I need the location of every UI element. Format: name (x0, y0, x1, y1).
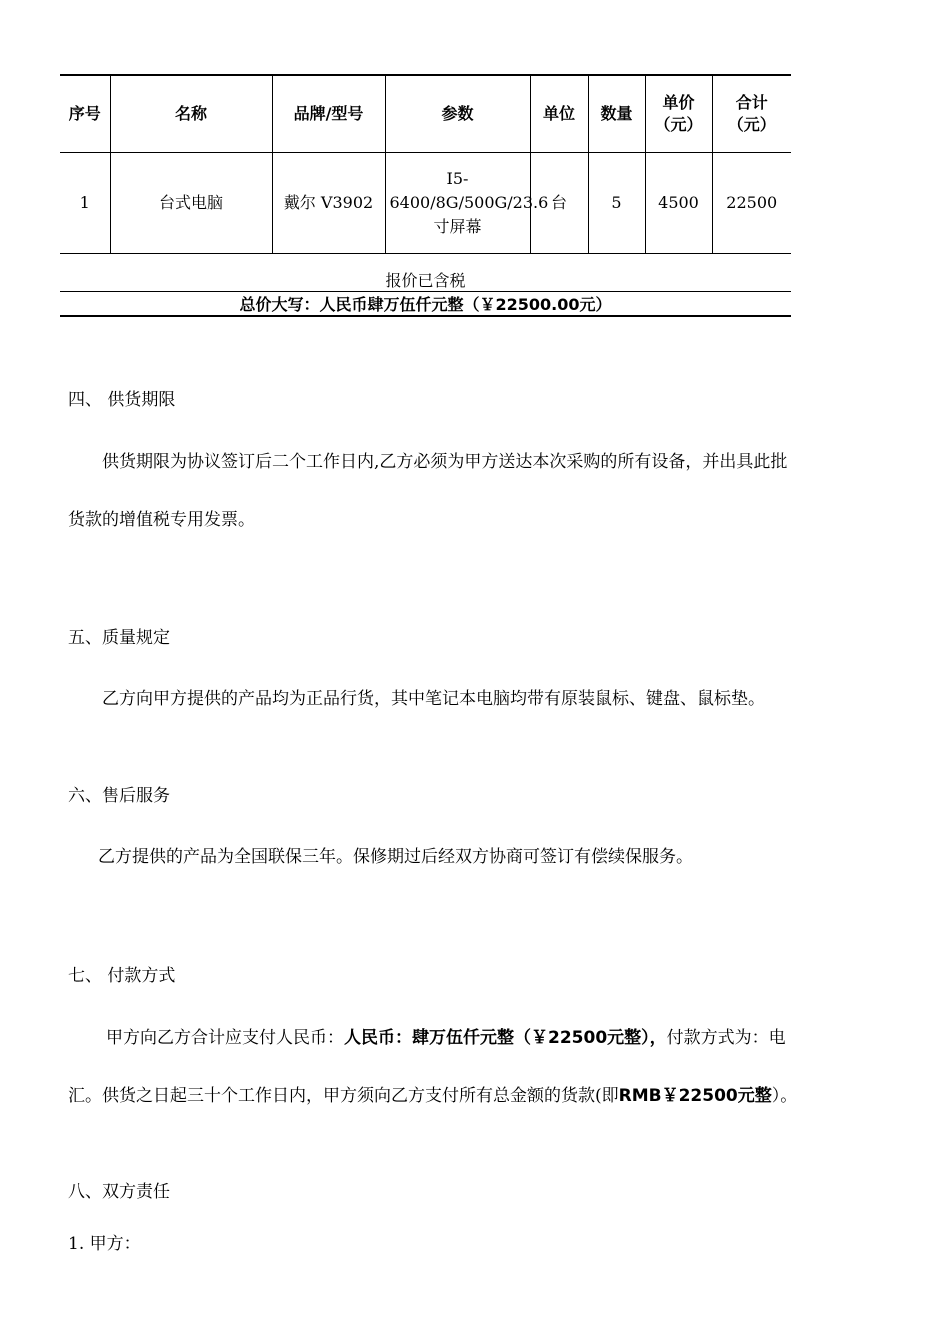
section-8-title: 八、双方责任 (68, 1182, 170, 1202)
quote-table (60, 74, 791, 254)
header-seq: 序号 (60, 75, 110, 153)
section-6-text: 乙方提供的产品为全国联保三年。保修期过后经双方协商可签订有偿续保服务。 (98, 847, 693, 867)
header-qty: 数量 (588, 75, 645, 153)
section-4-text-line2: 货款的增值税专用发票。 (68, 510, 255, 530)
payment-terms-end: ）。 (771, 1086, 798, 1106)
header-total: 合计（元） (712, 75, 791, 153)
cell-name: 台式电脑 (110, 153, 272, 254)
header-unit: 单位 (530, 75, 588, 153)
payment-amount-rmb: RMB￥22500元整 (618, 1086, 772, 1106)
header-name: 名称 (110, 75, 272, 153)
cell-params: I5-6400/8G/500G/23.6寸屏幕 (385, 153, 530, 254)
cell-qty: 5 (588, 153, 645, 254)
cell-unit: 台 (530, 153, 588, 254)
table-header-row (60, 75, 791, 153)
section-4-title: 四、 供货期限 (68, 390, 176, 410)
section-5-text: 乙方向甲方提供的产品均为正品行货，其中笔记本电脑均带有原装鼠标、键盘、鼠标垫。 (102, 689, 765, 709)
section-7-text-line1 (68, 1026, 926, 1050)
cell-unit-price: 4500 (645, 153, 712, 254)
section-4-text-line1: 供货期限为协议签订后二个工作日内,乙方必须为甲方送达本次采购的所有设备，并出具此批 (102, 452, 788, 472)
section-7-title: 七、 付款方式 (68, 966, 176, 986)
section-8-party-a: 1. 甲方： (68, 1234, 141, 1254)
header-brand: 品牌/型号 (272, 75, 385, 153)
section-6-title: 六、售后服务 (68, 786, 170, 806)
payment-terms-text: 汇。供货之日起三十个工作日内，甲方须向乙方支付所有总金额的货款(即 (68, 1086, 619, 1106)
tax-note: 报价已含税 (385, 271, 466, 290)
header-params: 参数 (385, 75, 530, 153)
cell-seq: 1 (60, 153, 110, 254)
header-unit-price: 单价（元） (645, 75, 712, 153)
cell-total: 22500 (712, 153, 791, 254)
cell-brand: 戴尔 V3902 (272, 153, 385, 254)
payment-method-text: 付款方式为：电 (666, 1028, 786, 1048)
total-amount-caps: 总价大写：人民币肆万伍仟元整（￥22500.00元） (60, 291, 791, 317)
section-7-text-line2 (68, 1084, 888, 1108)
payment-amount-caps: 人民币：肆万伍仟元整（￥22500元整）， (344, 1028, 667, 1048)
payment-intro-text: 甲方向乙方合计应支付人民币： (106, 1028, 344, 1048)
section-5-title: 五、质量规定 (68, 628, 170, 648)
table-row (60, 153, 791, 254)
